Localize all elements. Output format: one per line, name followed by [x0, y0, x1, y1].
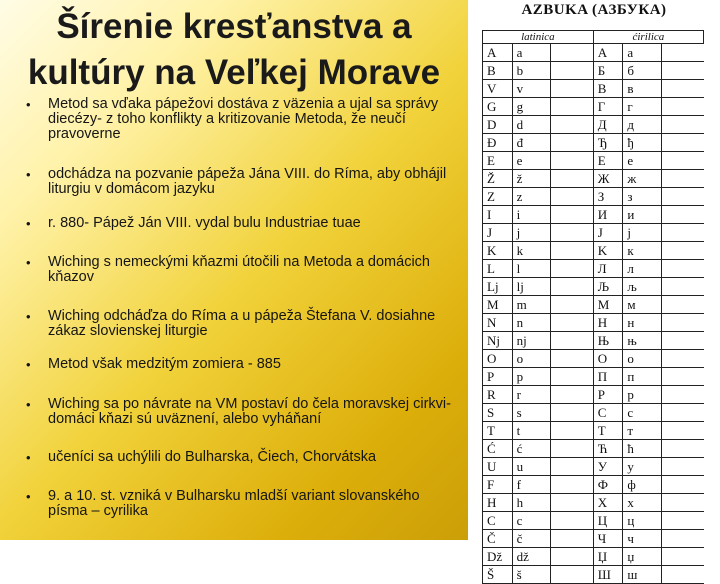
- alphabet-rows: [483, 44, 704, 584]
- latin-lower: r: [512, 386, 550, 404]
- latin-spacer: [550, 548, 593, 566]
- alphabet-row: [483, 494, 704, 512]
- bullet-dot: •: [26, 450, 31, 465]
- latin-upper: I: [483, 206, 513, 224]
- cyrillic-upper: Ф: [593, 476, 623, 494]
- cyrillic-spacer: [661, 296, 703, 314]
- cyrillic-spacer: [661, 458, 703, 476]
- cyrillic-spacer: [661, 116, 703, 134]
- latin-upper: J: [483, 224, 513, 242]
- latin-upper: Ž: [483, 170, 513, 188]
- latin-spacer: [550, 494, 593, 512]
- cyrillic-upper: P: [593, 386, 623, 404]
- cyrillic-spacer: [661, 350, 703, 368]
- cyrillic-upper: M: [593, 296, 623, 314]
- cyrillic-spacer: [661, 62, 703, 80]
- cyrillic-upper: A: [593, 44, 623, 62]
- cyrillic-lower: д: [623, 116, 661, 134]
- cyrillic-spacer: [661, 494, 703, 512]
- cyrillic-lower: j: [623, 224, 661, 242]
- latin-spacer: [550, 170, 593, 188]
- alphabet-row: [483, 188, 704, 206]
- alphabet-row: [483, 206, 704, 224]
- alphabet-row: [483, 386, 704, 404]
- latin-spacer: [550, 332, 593, 350]
- cyrillic-spacer: [661, 152, 703, 170]
- bullet-item: [26, 97, 460, 142]
- bullet-dot: •: [26, 357, 31, 372]
- cyrillic-spacer: [661, 242, 703, 260]
- bullet-item: [26, 167, 460, 197]
- cyrillic-upper: Џ: [593, 548, 623, 566]
- latin-upper: P: [483, 368, 513, 386]
- alphabet-row: [483, 152, 704, 170]
- cyrillic-spacer: [661, 548, 703, 566]
- alphabet-row: [483, 116, 704, 134]
- latin-upper: Ć: [483, 440, 513, 458]
- latin-upper: Lj: [483, 278, 513, 296]
- latin-spacer: [550, 422, 593, 440]
- alphabet-row: [483, 476, 704, 494]
- cyrillic-spacer: [661, 98, 703, 116]
- latin-spacer: [550, 98, 593, 116]
- alphabet-row: [483, 332, 704, 350]
- bullet-item: [26, 309, 460, 339]
- latin-upper: R: [483, 386, 513, 404]
- cyrillic-lower: ц: [623, 512, 661, 530]
- cyrillic-lower: ђ: [623, 134, 661, 152]
- cyrillic-lower: з: [623, 188, 661, 206]
- alphabet-row: [483, 170, 704, 188]
- bullet-text: Wiching odcháďza do Ríma a u pápeža Štefana V. dosiahne zákaz slovienskej liturgie: [48, 308, 436, 339]
- latin-upper: Š: [483, 566, 513, 584]
- latin-lower: t: [512, 422, 550, 440]
- cyrillic-spacer: [661, 476, 703, 494]
- cyrillic-lower: п: [623, 368, 661, 386]
- cyrillic-upper: Ч: [593, 530, 623, 548]
- latin-lower: ž: [512, 170, 550, 188]
- cyrillic-upper: K: [593, 242, 623, 260]
- alphabet-row: [483, 512, 704, 530]
- latin-lower: s: [512, 404, 550, 422]
- cyrillic-spacer: [661, 206, 703, 224]
- latin-spacer: [550, 260, 593, 278]
- cyrillic-lower: a: [623, 44, 661, 62]
- latin-lower: z: [512, 188, 550, 206]
- latin-lower: đ: [512, 134, 550, 152]
- cyrillic-upper: E: [593, 152, 623, 170]
- bullet-text: Metod však medzitým zomiera - 885: [48, 356, 281, 372]
- cyrillic-lower: ч: [623, 530, 661, 548]
- latin-spacer: [550, 368, 593, 386]
- slide-title: Šírenie kresťanstva a kultúry na Veľkej Morave: [27, 7, 441, 92]
- cyrillic-spacer: [661, 224, 703, 242]
- alphabet-row: [483, 530, 704, 548]
- alphabet-row: [483, 44, 704, 62]
- latin-upper: B: [483, 62, 513, 80]
- bullet-text: Metod sa vďaka pápežovi dostáva z väzenia a ujal sa správy diecézy- z toho konflikty a kritizovanie Metoda, že neučí pravoverne: [48, 96, 439, 142]
- latinica-header: latinica: [483, 31, 594, 44]
- cyrillic-upper: T: [593, 422, 623, 440]
- latin-spacer: [550, 386, 593, 404]
- alphabet-row: [483, 242, 704, 260]
- alphabet-row: [483, 62, 704, 80]
- latin-lower: m: [512, 296, 550, 314]
- latin-spacer: [550, 530, 593, 548]
- cyrillic-lower: м: [623, 296, 661, 314]
- cyrillic-upper: П: [593, 368, 623, 386]
- bullet-item: [26, 357, 460, 372]
- latin-lower: e: [512, 152, 550, 170]
- latin-lower: b: [512, 62, 550, 80]
- bullet-dot: •: [26, 309, 31, 324]
- cyrillic-upper: H: [593, 314, 623, 332]
- cyrillic-lower: ф: [623, 476, 661, 494]
- bullet-item: [26, 255, 460, 285]
- bullet-item: [26, 216, 460, 231]
- alphabet-row: [483, 224, 704, 242]
- cyrillic-upper: O: [593, 350, 623, 368]
- cyrillic-spacer: [661, 566, 703, 584]
- latin-spacer: [550, 152, 593, 170]
- cyrillic-spacer: [661, 260, 703, 278]
- latin-upper: Nj: [483, 332, 513, 350]
- cyrillic-lower: л: [623, 260, 661, 278]
- latin-upper: O: [483, 350, 513, 368]
- cyrillic-upper: X: [593, 494, 623, 512]
- cyrillic-upper: З: [593, 188, 623, 206]
- latin-lower: š: [512, 566, 550, 584]
- latin-upper: D: [483, 116, 513, 134]
- latin-upper: S: [483, 404, 513, 422]
- latin-upper: L: [483, 260, 513, 278]
- bullet-text: odchádza na pozvanie pápeža Jána VIII. do Ríma, aby obhájil liturgiu v domácom jazyku: [48, 166, 447, 197]
- bullet-dot: •: [26, 167, 31, 182]
- latin-spacer: [550, 440, 593, 458]
- cyrillic-spacer: [661, 386, 703, 404]
- alphabet-row: [483, 134, 704, 152]
- latin-lower: p: [512, 368, 550, 386]
- latin-spacer: [550, 44, 593, 62]
- alphabet-row: [483, 350, 704, 368]
- latin-spacer: [550, 134, 593, 152]
- latin-spacer: [550, 404, 593, 422]
- cyrillic-upper: J: [593, 224, 623, 242]
- bullet-dot: •: [26, 489, 31, 504]
- cyrillic-lower: г: [623, 98, 661, 116]
- bullet-text: Wiching sa po návrate na VM postaví do čela moravskej cirkvi- domáci kňazi sú uväznení, alebo vyháňaní: [48, 396, 451, 427]
- cyrillic-upper: Г: [593, 98, 623, 116]
- latin-lower: lj: [512, 278, 550, 296]
- latin-upper: Č: [483, 530, 513, 548]
- cyrillic-spacer: [661, 332, 703, 350]
- latin-lower: n: [512, 314, 550, 332]
- bullet-dot: •: [26, 216, 31, 231]
- cyrillic-lower: к: [623, 242, 661, 260]
- cyrillic-upper: B: [593, 80, 623, 98]
- latin-spacer: [550, 296, 593, 314]
- latin-spacer: [550, 512, 593, 530]
- latin-upper: H: [483, 494, 513, 512]
- latin-lower: a: [512, 44, 550, 62]
- latin-upper: Đ: [483, 134, 513, 152]
- latin-spacer: [550, 242, 593, 260]
- cyrillic-spacer: [661, 188, 703, 206]
- latin-upper: E: [483, 152, 513, 170]
- latin-spacer: [550, 224, 593, 242]
- bullet-text: 9. a 10. st. vzniká v Bulharsku mladší variant slovanského písma – cyrilika: [48, 488, 420, 519]
- latin-spacer: [550, 278, 593, 296]
- bullet-text: učeníci sa uchýlili do Bulharska, Čiech, Chorvátska: [48, 449, 377, 465]
- latin-lower: d: [512, 116, 550, 134]
- cyrillic-spacer: [661, 170, 703, 188]
- cyrillic-lower: e: [623, 152, 661, 170]
- latin-lower: o: [512, 350, 550, 368]
- cyrillic-lower: o: [623, 350, 661, 368]
- cyrillic-upper: Д: [593, 116, 623, 134]
- cyrillic-spacer: [661, 134, 703, 152]
- latin-upper: K: [483, 242, 513, 260]
- alphabet-row: [483, 278, 704, 296]
- latin-upper: F: [483, 476, 513, 494]
- cyrillic-upper: Њ: [593, 332, 623, 350]
- latin-lower: nj: [512, 332, 550, 350]
- latin-upper: G: [483, 98, 513, 116]
- latin-lower: u: [512, 458, 550, 476]
- cyrillic-upper: Ж: [593, 170, 623, 188]
- cyrillic-spacer: [661, 422, 703, 440]
- cyrillic-upper: C: [593, 404, 623, 422]
- cyrillic-spacer: [661, 512, 703, 530]
- latin-spacer: [550, 314, 593, 332]
- cyrillic-upper: Ђ: [593, 134, 623, 152]
- latin-upper: V: [483, 80, 513, 98]
- alphabet-row: [483, 440, 704, 458]
- latin-spacer: [550, 116, 593, 134]
- cyrillic-lower: x: [623, 494, 661, 512]
- latin-lower: j: [512, 224, 550, 242]
- cyrillic-lower: ћ: [623, 440, 661, 458]
- alphabet-row: [483, 260, 704, 278]
- latin-spacer: [550, 476, 593, 494]
- alphabet-row: [483, 314, 704, 332]
- latin-upper: Z: [483, 188, 513, 206]
- alphabet-row: [483, 368, 704, 386]
- latin-lower: k: [512, 242, 550, 260]
- cyrillic-upper: Б: [593, 62, 623, 80]
- alphabet-row: [483, 80, 704, 98]
- cyrillic-lower: њ: [623, 332, 661, 350]
- cyrillic-spacer: [661, 530, 703, 548]
- cyrillic-spacer: [661, 404, 703, 422]
- latin-spacer: [550, 188, 593, 206]
- cyrillic-lower: и: [623, 206, 661, 224]
- latin-lower: v: [512, 80, 550, 98]
- cyrillic-spacer: [661, 278, 703, 296]
- cyrillic-lower: в: [623, 80, 661, 98]
- latin-upper: C: [483, 512, 513, 530]
- latin-lower: ć: [512, 440, 550, 458]
- cyrillic-lower: љ: [623, 278, 661, 296]
- latin-lower: c: [512, 512, 550, 530]
- cyrillic-lower: ж: [623, 170, 661, 188]
- bullet-dot: •: [26, 255, 31, 270]
- bullet-item: [26, 450, 460, 465]
- cyrillic-spacer: [661, 314, 703, 332]
- latin-upper: U: [483, 458, 513, 476]
- cyrillic-upper: У: [593, 458, 623, 476]
- cyrillic-lower: н: [623, 314, 661, 332]
- bullet-text: Wiching s nemeckými kňazmi útočili na Metoda a domácich kňazov: [48, 254, 430, 285]
- alphabet-row: [483, 458, 704, 476]
- cyrillic-lower: џ: [623, 548, 661, 566]
- alphabet-header-row: [483, 31, 704, 44]
- alphabet-table: [482, 30, 704, 584]
- cyrillic-lower: т: [623, 422, 661, 440]
- latin-lower: f: [512, 476, 550, 494]
- latin-lower: g: [512, 98, 550, 116]
- latin-spacer: [550, 80, 593, 98]
- latin-lower: dž: [512, 548, 550, 566]
- latin-spacer: [550, 350, 593, 368]
- cyrillic-spacer: [661, 440, 703, 458]
- latin-spacer: [550, 566, 593, 584]
- alphabet-row: [483, 566, 704, 584]
- latin-lower: č: [512, 530, 550, 548]
- cyrillic-upper: Ћ: [593, 440, 623, 458]
- bullet-text: r. 880- Pápež Ján VIII. vydal bulu Industriae tuae: [48, 215, 361, 231]
- bullet-item: [26, 397, 460, 427]
- cyrillic-lower: p: [623, 386, 661, 404]
- cyrillic-lower: ш: [623, 566, 661, 584]
- bullet-dot: •: [26, 97, 31, 112]
- bullet-item: [26, 489, 460, 519]
- latin-upper: A: [483, 44, 513, 62]
- latin-spacer: [550, 458, 593, 476]
- cyrillic-upper: Л: [593, 260, 623, 278]
- cyrillic-spacer: [661, 80, 703, 98]
- cyrillic-upper: Ш: [593, 566, 623, 584]
- latin-upper: T: [483, 422, 513, 440]
- cyrillic-upper: И: [593, 206, 623, 224]
- cyrillic-upper: Ц: [593, 512, 623, 530]
- alphabet-row: [483, 548, 704, 566]
- alphabet-row: [483, 422, 704, 440]
- latin-lower: h: [512, 494, 550, 512]
- alphabet-row: [483, 296, 704, 314]
- latin-upper: Dž: [483, 548, 513, 566]
- latin-upper: M: [483, 296, 513, 314]
- cyrillic-lower: б: [623, 62, 661, 80]
- latin-spacer: [550, 62, 593, 80]
- cyrillic-lower: у: [623, 458, 661, 476]
- cyrillic-lower: c: [623, 404, 661, 422]
- cirilica-header: ćirilica: [593, 31, 703, 44]
- cyrillic-spacer: [661, 368, 703, 386]
- latin-lower: i: [512, 206, 550, 224]
- cyrillic-upper: Љ: [593, 278, 623, 296]
- azbuka-title: AZBUKA (АЗБУКА): [521, 2, 667, 18]
- bullet-dot: •: [26, 397, 31, 412]
- alphabet-row: [483, 404, 704, 422]
- latin-upper: N: [483, 314, 513, 332]
- alphabet-row: [483, 98, 704, 116]
- latin-lower: l: [512, 260, 550, 278]
- cyrillic-spacer: [661, 44, 703, 62]
- latin-spacer: [550, 206, 593, 224]
